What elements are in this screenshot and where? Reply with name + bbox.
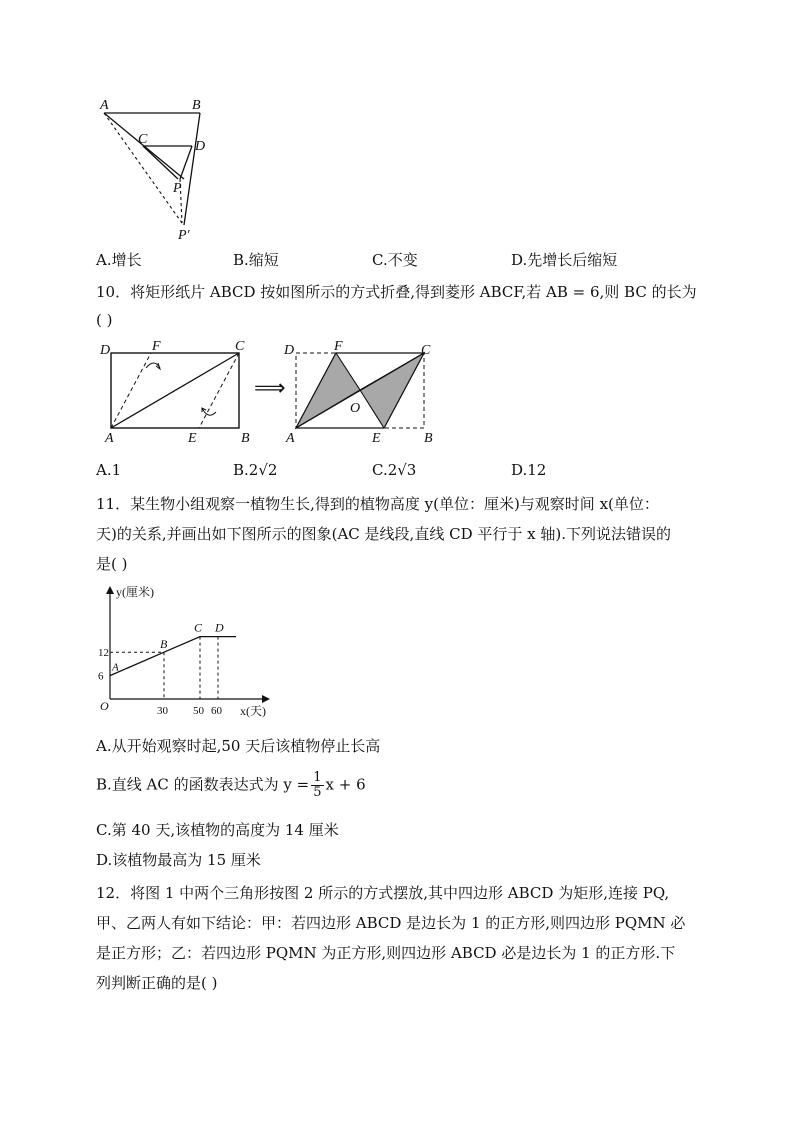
x-axis-arrow: [262, 695, 270, 703]
q11-chart: [96, 582, 286, 722]
q10-arrow: ⟹: [254, 375, 286, 400]
fraction-numerator: 1: [313, 770, 322, 785]
q10-stem-line2: ( ): [96, 311, 113, 329]
y-tick-label: 12: [98, 647, 109, 660]
y-tick-label: 6: [98, 670, 104, 683]
fraction-denominator: 5: [313, 785, 322, 800]
q9-label-A: A: [100, 98, 109, 113]
q10-f2-D: D: [284, 343, 295, 358]
q9-figure: [96, 95, 226, 245]
q11-stem-line1: 11．某生物小组观察一植物生长,得到的植物高度 y(单位：厘米)与观察时间 x(单位：: [96, 495, 659, 513]
point-label-D: D: [215, 620, 224, 635]
x-tick-label: 30: [157, 705, 168, 717]
q10-option-a: A.1: [96, 461, 122, 479]
q10-f1-D: D: [100, 343, 111, 358]
q11-option-c: C.第 40 天,该植物的高度为 14 厘米: [96, 821, 339, 839]
x-tick-label: 50: [193, 705, 204, 717]
q10-f1-C: C: [235, 339, 245, 354]
q11-option-b: [96, 771, 366, 800]
series-line-AC: [110, 637, 236, 676]
x-tick-label: 60: [211, 705, 222, 717]
y-axis-arrow: [106, 586, 114, 594]
q10-option-d: D.12: [511, 461, 547, 479]
fraction: [311, 771, 323, 800]
q10-option-c: C.2√3: [372, 461, 417, 479]
q10-option-b: B.2√2: [233, 461, 278, 479]
q10-figure: [96, 338, 441, 448]
point-label-A: A: [112, 661, 119, 674]
q11-option-a: A.从开始观察时起,50 天后该植物停止长高: [96, 737, 381, 755]
q12-line3: 是正方形；乙：若四边形 PQMN 为正方形,则四边形 ABCD 必是边长为 1 的正方形.下: [96, 944, 676, 962]
q9-option-a: A.增长: [96, 251, 142, 269]
point-label-B: B: [160, 637, 168, 652]
q11-option-b-pre: B.直线 AC 的函数表达式为 y =: [96, 775, 310, 794]
y-axis-label: y(厘米): [116, 585, 154, 599]
q9-label-P: P: [173, 181, 182, 196]
point-label-C: C: [194, 620, 203, 635]
q9-option-b: B.缩短: [233, 251, 279, 269]
q10-f2-A: A: [286, 431, 295, 446]
q10-f2-F: F: [334, 339, 343, 354]
q9-option-d: D.先增长后缩短: [511, 251, 618, 269]
q10-f1-F: F: [152, 339, 161, 354]
q12-line2: 甲、乙两人有如下结论：甲：若四边形 ABCD 是边长为 1 的正方形,则四边形 PQMN 必: [96, 914, 686, 932]
x-axis-label: x(天): [240, 704, 266, 718]
q10-f2-C: C: [421, 343, 431, 358]
q11-option-b-post: x + 6: [325, 775, 366, 794]
q11-stem-line2: 天)的关系,并画出如下图所示的图象(AC 是线段,直线 CD 平行于 x 轴).下列说法错误的: [96, 525, 671, 543]
q10-f2-O: O: [350, 401, 361, 416]
q10-f1-A: A: [105, 431, 114, 446]
q10-f1-E: E: [188, 431, 197, 446]
origin-label: O: [100, 699, 109, 713]
q11-option-d: D.该植物最高为 15 厘米: [96, 851, 261, 869]
q9-label-B: B: [192, 98, 201, 113]
q10-f2-E: E: [372, 431, 381, 446]
q9-label-P2: P′: [178, 228, 190, 243]
q9-label-D: D: [195, 139, 206, 154]
q10-f2-B: B: [424, 431, 433, 446]
q12-line1: 12．将图 1 中两个三角形按图 2 所示的方式摆放,其中四边形 ABCD 为矩形,连接 PQ,: [96, 884, 670, 902]
q12-line4: 列判断正确的是( ): [96, 974, 218, 992]
q10-f1-B: B: [241, 431, 250, 446]
q10-stem-line1: 10．将矩形纸片 ABCD 按如图所示的方式折叠,得到菱形 ABCF,若 AB = 6,则 BC 的长为: [96, 283, 697, 301]
q11-stem-line3: 是( ): [96, 555, 128, 573]
q9-label-C: C: [138, 132, 148, 147]
q9-option-c: C.不变: [372, 251, 418, 269]
